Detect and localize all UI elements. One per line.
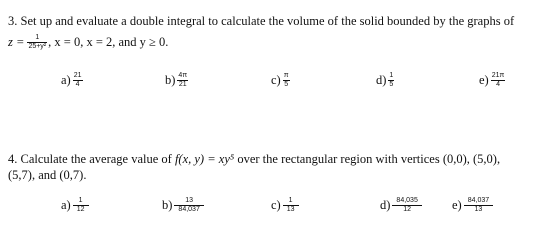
- choice-letter: b): [165, 73, 176, 87]
- q4-choice-d[interactable]: [380, 197, 422, 214]
- question-3-line-2: [8, 34, 168, 51]
- z-equals-label: z =: [8, 35, 25, 49]
- choice-fraction: [174, 197, 203, 214]
- q4-choice-a[interactable]: [61, 197, 89, 214]
- choice-letter: a): [61, 73, 71, 87]
- fraction-denominator: 21: [178, 81, 187, 88]
- choice-letter: b): [162, 198, 173, 212]
- q3-choice-a[interactable]: [61, 72, 83, 89]
- q4-choice-e[interactable]: [452, 197, 493, 214]
- choice-letter: e): [479, 73, 489, 87]
- fraction-numerator: 1: [78, 197, 83, 204]
- choice-letter: c): [271, 73, 281, 87]
- question-4-suffix: over the rectangular region with vertices (0,0), (5,0),: [237, 152, 501, 166]
- fraction-denominator: 12: [76, 206, 85, 213]
- fraction-numerator: 84,035: [396, 197, 418, 204]
- fraction-numerator: 4π: [178, 72, 188, 79]
- fraction-denominator: 5: [284, 81, 289, 88]
- q3-choice-c[interactable]: [271, 72, 290, 89]
- z-fraction: [27, 34, 47, 51]
- fraction-numerator: π: [283, 72, 289, 79]
- question-4-line-2: (5,7), and (0,7).: [8, 168, 87, 182]
- fraction-numerator: 1: [288, 197, 293, 204]
- q3-choice-b[interactable]: [165, 72, 188, 89]
- choice-fraction: [491, 72, 506, 89]
- choice-letter: d): [376, 73, 387, 87]
- fraction-numerator: 21π: [491, 72, 505, 79]
- fraction-denominator: 5: [389, 81, 394, 88]
- q3-choice-e[interactable]: [479, 72, 505, 89]
- choice-letter: d): [380, 198, 391, 212]
- fraction-denominator: 84,037: [178, 206, 200, 213]
- question-4-prefix: 4. Calculate the average value of: [8, 152, 172, 166]
- question-3-line-1: 3. Set up and evaluate a double integral to calculate the volume of the solid bounded by the graphs of: [8, 14, 515, 28]
- choice-fraction: [73, 197, 89, 214]
- choice-letter: c): [271, 198, 281, 212]
- choice-fraction: [177, 72, 188, 89]
- question-4-line-1: [8, 152, 500, 167]
- choice-fraction: [283, 72, 290, 89]
- z-fraction-numerator: 1: [35, 34, 40, 41]
- fraction-numerator: 1: [389, 72, 394, 79]
- q3-choice-d[interactable]: [376, 72, 394, 89]
- fraction-denominator: 13: [286, 206, 295, 213]
- fraction-denominator: 4: [75, 81, 80, 88]
- fraction-denominator: 12: [403, 206, 412, 213]
- q4-choice-c[interactable]: [271, 197, 299, 214]
- fraction-denominator: 13: [474, 206, 483, 213]
- q4-choice-b[interactable]: [162, 197, 204, 214]
- fraction-numerator: 84,037: [467, 197, 490, 204]
- fraction-denominator: 4: [496, 81, 500, 88]
- z-fraction-denominator: 25+y²: [28, 43, 47, 50]
- choice-fraction: [283, 197, 299, 214]
- choice-fraction: [392, 197, 421, 214]
- question-3-conditions: , x = 0, x = 2, and y ≥ 0.: [48, 35, 169, 49]
- fraction-numerator: 13: [185, 197, 194, 204]
- fraction-numerator: 21: [73, 72, 82, 79]
- choice-fraction: [73, 72, 83, 89]
- choice-letter: e): [452, 198, 462, 212]
- choice-letter: a): [61, 198, 71, 212]
- choice-fraction: [388, 72, 394, 89]
- question-4-function: f(x, y) = xy⁵: [174, 152, 235, 166]
- choice-fraction: [464, 197, 493, 214]
